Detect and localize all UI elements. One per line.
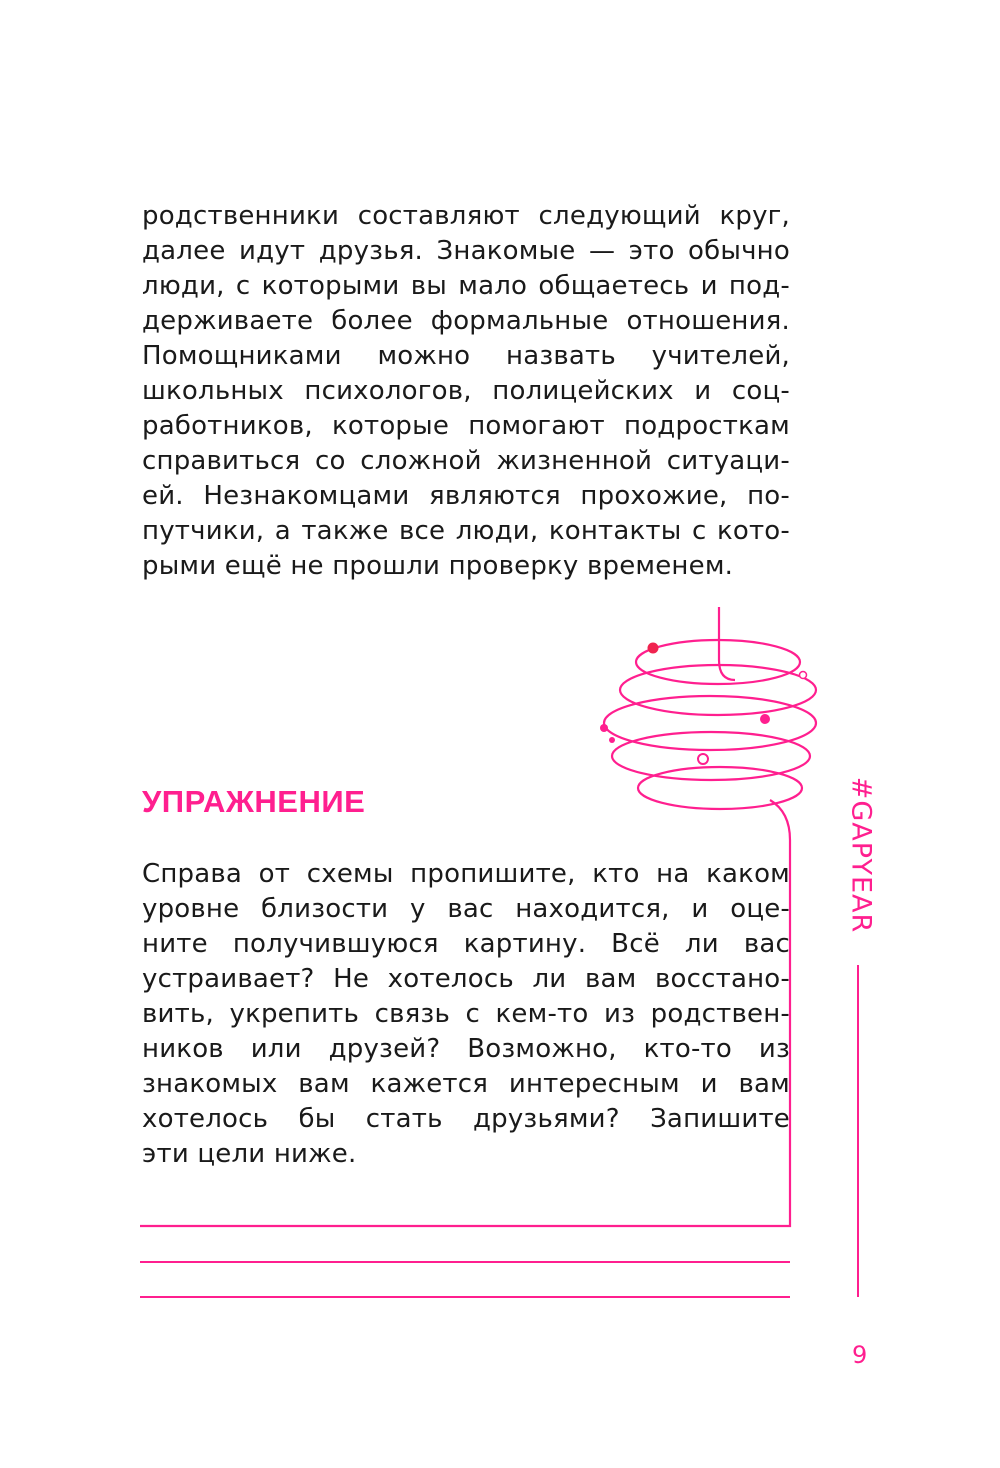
exercise-line: устраивает? Не хотелось ли вам восстано- <box>142 964 790 994</box>
exercise-line: уровне близости у вас находится, и оце- <box>142 894 790 924</box>
paragraph-line: Помощниками можно назвать учителей, <box>142 341 790 371</box>
spiral-dot <box>609 737 615 743</box>
spiral-dot <box>760 714 770 724</box>
exercise-line: эти цели ниже. <box>142 1139 357 1169</box>
answer-writing-line[interactable] <box>140 1261 790 1263</box>
exercise-line: вить, укрепить связь с кем-то из родствен- <box>142 999 790 1029</box>
paragraph-line: рыми ещё не прошли проверку временем. <box>142 551 734 581</box>
spiral-dot <box>698 754 708 764</box>
paragraph-line: далее идут друзья. Знакомые — это обычно <box>142 236 790 266</box>
spiral-ring <box>604 696 816 750</box>
paragraph-line: работников, которые помогают подросткам <box>142 411 790 441</box>
spiral-ring <box>620 665 816 715</box>
answer-writing-line[interactable] <box>140 1296 790 1298</box>
paragraph-line: путчики, а также все люди, контакты с кото- <box>142 516 790 546</box>
paragraph-line: школьных психологов, полицейских и соц- <box>142 376 790 406</box>
spiral-dot <box>648 643 659 654</box>
sidebar-rule <box>857 965 859 1297</box>
exercise-line: хотелось бы стать друзьями? Запишите <box>142 1104 790 1134</box>
spiral-stem <box>719 607 735 680</box>
exercise-heading: УПРАЖНЕНИЕ <box>142 784 366 819</box>
paragraph-line: справиться со сложной жизненной ситуаци- <box>142 446 790 476</box>
paragraph-line: родственники составляют следующий круг, <box>142 201 790 231</box>
paragraph-line: ей. Незнакомцами являются прохожие, по- <box>142 481 790 511</box>
page-number: 9 <box>852 1341 868 1369</box>
spiral-ring <box>638 767 802 809</box>
spiral-dot <box>800 672 807 679</box>
hashtag-label: #GAPYEAR <box>845 776 877 934</box>
exercise-line: знакомых вам кажется интересным и вам <box>142 1069 790 1099</box>
exercise-line: Справа от схемы пропишите, кто на каком <box>142 859 790 889</box>
exercise-line: ников или друзей? Возможно, кто-то из <box>142 1034 790 1064</box>
paragraph-line: держиваете более формальные отношения. <box>142 306 790 336</box>
exercise-line: ните получившуюся картину. Всё ли вас <box>142 929 790 959</box>
paragraph-line: люди, с которыми вы мало общаетесь и под- <box>142 271 790 301</box>
spiral-dot <box>600 724 608 732</box>
